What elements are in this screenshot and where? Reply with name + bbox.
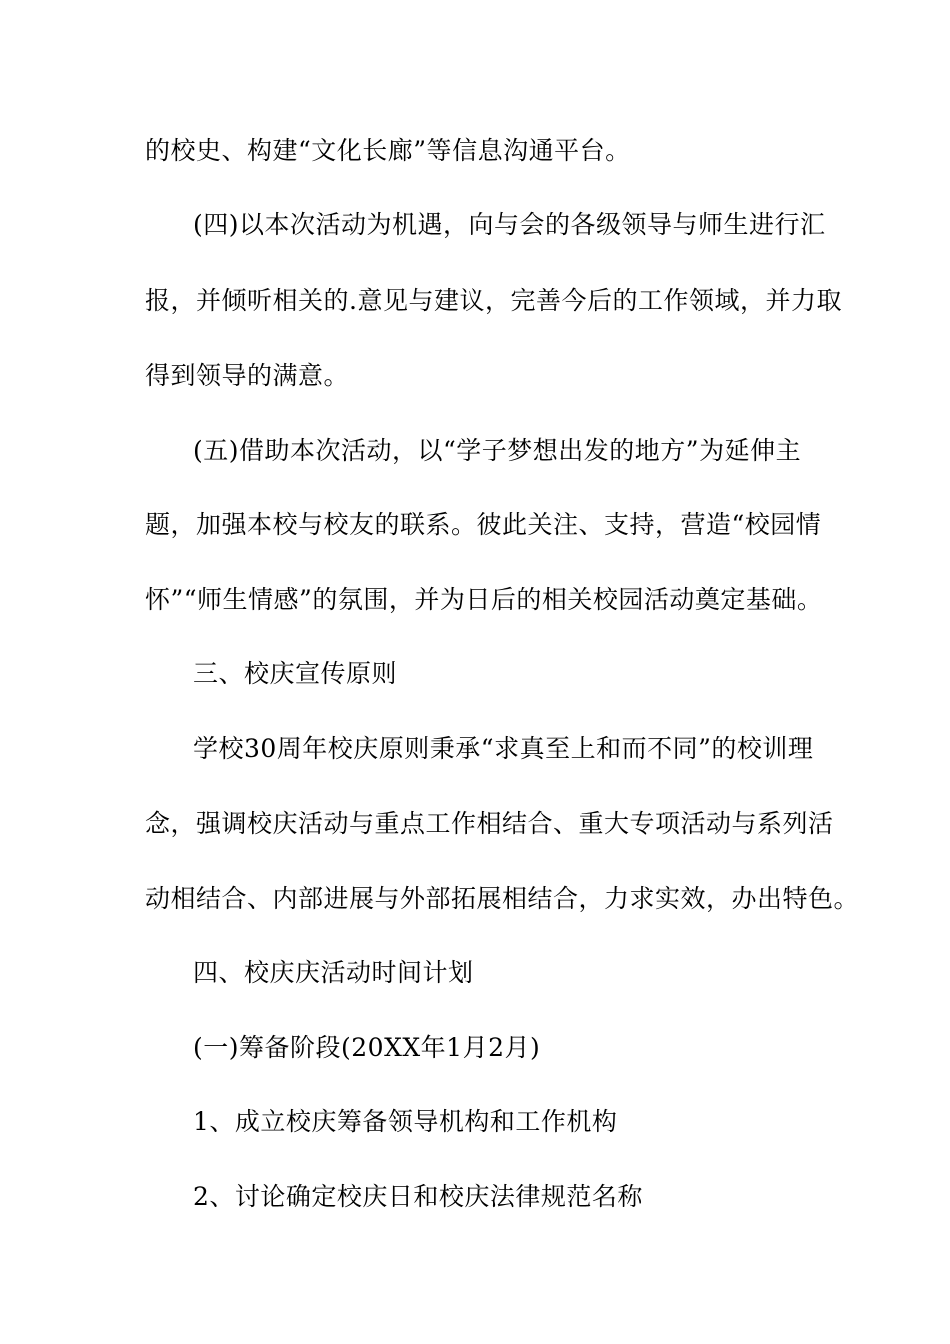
list-item: 2、讨论确定校庆日和校庆法律规范名称 bbox=[193, 1182, 643, 1211]
text-line: 怀”“师生情感”的氛围，并为日后的相关校园活动奠定基础。 bbox=[145, 585, 823, 614]
list-item: 1、成立校庆筹备领导机构和工作机构 bbox=[193, 1107, 618, 1136]
section-heading: 四、校庆庆活动时间计划 bbox=[193, 958, 474, 987]
subsection-heading: (一)筹备阶段(20XX年1月2月) bbox=[193, 1033, 541, 1062]
text-line: (四)以本次活动为机遇，向与会的各级领导与师生进行汇 bbox=[193, 210, 826, 239]
text-line: (五)借助本次活动，以“学子梦想出发的地方”为延伸主 bbox=[193, 436, 802, 465]
text-line: 的校史、构建“文化长廊”等信息沟通平台。 bbox=[145, 136, 631, 165]
text-line: 题，加强本校与校友的联系。彼此关注、支持，营造“校园情 bbox=[145, 510, 822, 539]
text-line: 报，并倾听相关的.意见与建议，完善今后的工作领域，并力取 bbox=[145, 286, 842, 315]
text-line: 动相结合、内部进展与外部拓展相结合，力求实效，办出特色。 bbox=[145, 884, 860, 913]
text-line: 念，强调校庆活动与重点工作相结合、重大专项活动与系列活 bbox=[145, 809, 834, 838]
text-line: 得到领导的满意。 bbox=[145, 361, 350, 390]
text-line: 学校30周年校庆原则秉承“求真至上和而不同”的校训理 bbox=[193, 734, 814, 763]
section-heading: 三、校庆宣传原则 bbox=[193, 659, 398, 688]
